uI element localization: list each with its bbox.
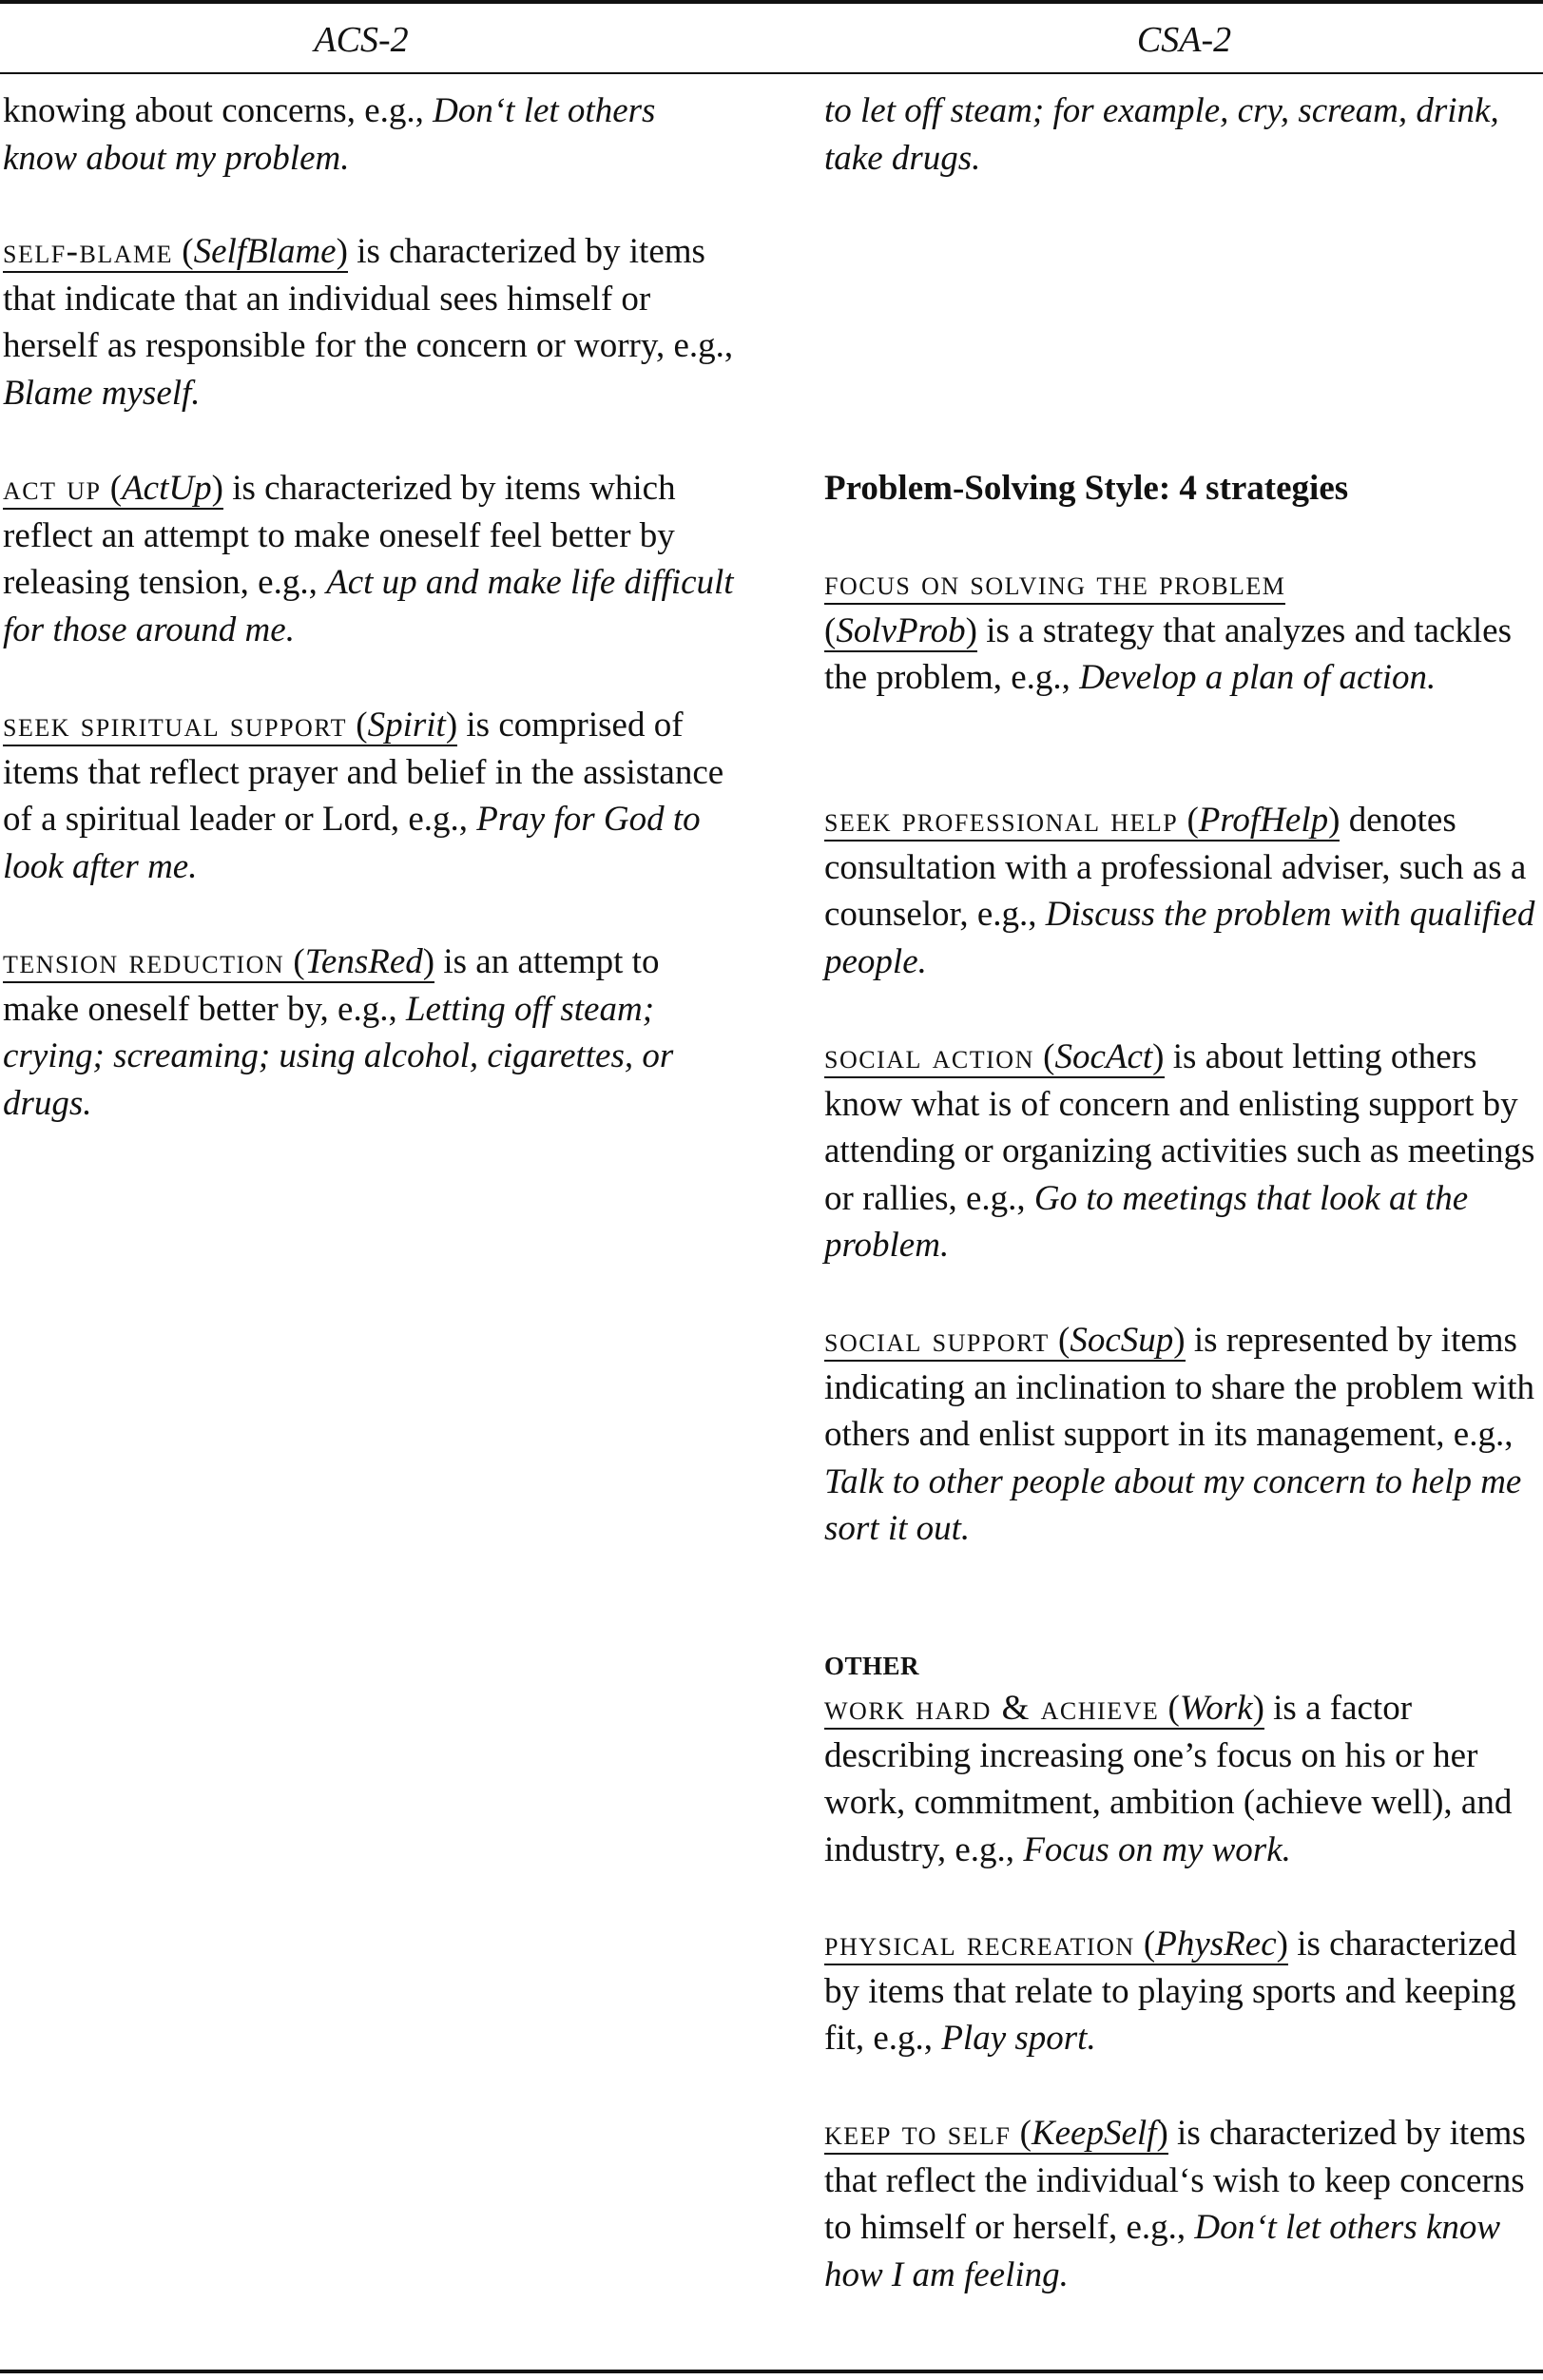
example: Talk to other people about my concern to help me sort it out. <box>824 1461 1522 1548</box>
term-label: seek professional help <box>824 801 1179 840</box>
term-underline: self-blame (SelfBlame) <box>3 232 348 271</box>
term-underline: seek spiritual support (Spirit) <box>3 706 458 745</box>
example: Blame myself. <box>3 373 201 413</box>
term-abbr: SocSup <box>1070 1321 1174 1360</box>
left-column <box>3 87 735 1127</box>
term-label: social action <box>824 1037 1034 1076</box>
term-label: seek spiritual support <box>3 706 347 745</box>
term-abbr: PhysRec <box>1155 1925 1277 1964</box>
term-abbr: ActUp <box>122 469 212 508</box>
entry-selfblame: self-blame (SelfBlame) is characterized by items that indicate that an individual sees himself or herself as responsible for the concern or worry, e.g., Blame myself. <box>3 232 734 413</box>
term-label: keep to self <box>824 2114 1012 2153</box>
term-abbr: TensRed <box>304 942 423 981</box>
left-column-header: ACS-2 <box>314 20 409 60</box>
term-label: physical recreation <box>824 1925 1135 1964</box>
header-rule <box>0 72 1543 74</box>
term-label: self-blame <box>3 232 174 271</box>
term-abbr: Work <box>1179 1689 1253 1728</box>
term-underline: keep to self (KeepSelf) <box>824 2114 1168 2153</box>
right-continuation-entry <box>824 87 1543 465</box>
entry-profhelp: seek professional help (ProfHelp) denotes consultation with a professional adviser, such as a counselor, e.g., Discuss the problem with qualified people. <box>824 801 1535 981</box>
example: Act up and make life difficult for those around me. <box>3 563 734 649</box>
top-rule <box>0 0 1543 4</box>
example: Don‘t let others know about my problem. <box>3 91 656 178</box>
example: Play sport. <box>941 2019 1096 2058</box>
entry-actup: act up (ActUp) is characterized by items which reflect an attempt to make oneself feel better by releasing tension, e.g., Act up and make life difficult for those around me. <box>3 469 734 649</box>
bottom-rule <box>0 2370 1543 2373</box>
term-underline: seek professional help (ProfHelp) <box>824 801 1340 840</box>
entry-keepself: keep to self (KeepSelf) is characterized by items that reflect the individual‘s wish to keep concerns to himself or herself, e.g., Don‘t let others know how I am feeling. <box>824 2114 1526 2294</box>
term-underline: social action (SocAct) <box>824 1037 1165 1076</box>
term-underline: focus on solving the problem (SolvProb) <box>824 564 1286 650</box>
term-label: social support <box>824 1321 1050 1360</box>
example: Develop a plan of action. <box>1079 658 1437 697</box>
entry-work: work hard & achieve (Work) is a factor describing increasing one’s focus on his or her work, commitment, ambition (achieve well), and industry, e.g., Focus on my work. <box>824 1689 1513 1869</box>
term-underline: act up (ActUp) <box>3 469 223 508</box>
example: Focus on my work. <box>1023 1829 1291 1869</box>
term-abbr: SelfBlame <box>193 232 337 271</box>
right-column <box>824 87 1543 2298</box>
entry-solvprob: focus on solving the problem (SolvProb) is a strategy that analyzes and tackles the problem, e.g., Develop a plan of action. <box>824 564 1512 697</box>
example: Pray for God to look after me. <box>3 800 701 886</box>
term-underline: physical recreation (PhysRec) <box>824 1925 1288 1964</box>
other-heading: OTHER <box>824 1652 920 1680</box>
term-underline: work hard & achieve (Work) <box>824 1689 1264 1728</box>
entry-tensred: tension reduction (TensRed) is an attempt to make oneself better by, e.g., Letting off steam; crying; screaming; using alcohol, cigarettes, or drugs. <box>3 942 674 1123</box>
entry-spirit: seek spiritual support (Spirit) is comprised of items that reflect prayer and belief in the assistance of a spiritual leader or Lord, e.g., Pray for God to look after me. <box>3 706 724 886</box>
term-label: act up <box>3 469 102 508</box>
term-label: work hard & achieve <box>824 1689 1160 1728</box>
term-abbr: SocAct <box>1054 1037 1153 1076</box>
example: Don‘t let others know how I am feeling. <box>824 2208 1501 2294</box>
term-label: tension reduction <box>3 942 285 981</box>
left-continuation-entry: knowing about concerns, e.g., Don‘t let others know about my problem. <box>3 91 656 178</box>
example: Letting off steam; crying; screaming; using alcohol, cigarettes, or drugs. <box>3 989 674 1123</box>
example: Discuss the problem with qualified people. <box>824 895 1535 981</box>
entry-physrec: physical recreation (PhysRec) is characterized by items that relate to playing sports and keeping fit, e.g., Play sport. <box>824 1925 1517 2058</box>
entry-socact: social action (SocAct) is about letting others know what is of concern and enlisting support by attending or organizing activities such as meetings or rallies, e.g., Go to meetings that look at the problem. <box>824 1037 1535 1265</box>
term-abbr: SolvProb <box>836 610 966 650</box>
example: to let off steam; for example, cry, scream, drink, take drugs. <box>824 91 1499 178</box>
term-abbr: ProfHelp <box>1198 801 1329 840</box>
entry-socsup: social support (SocSup) is represented by items indicating an inclination to share the problem with others and enlist support in its management, e.g., Talk to other people about my concern to help me sort it out. <box>824 1321 1535 1548</box>
section-heading: Problem-Solving Style: 4 strategies <box>824 469 1349 508</box>
term-label: focus on solving the problem <box>824 564 1286 603</box>
term-underline: social support (SocSup) <box>824 1321 1186 1360</box>
term-underline: tension reduction (TensRed) <box>3 942 435 981</box>
term-abbr: Spirit <box>367 706 446 745</box>
right-column-header: CSA-2 <box>1136 20 1232 60</box>
example: Go to meetings that look at the problem. <box>824 1178 1469 1265</box>
term-abbr: KeepSelf <box>1031 2114 1157 2153</box>
